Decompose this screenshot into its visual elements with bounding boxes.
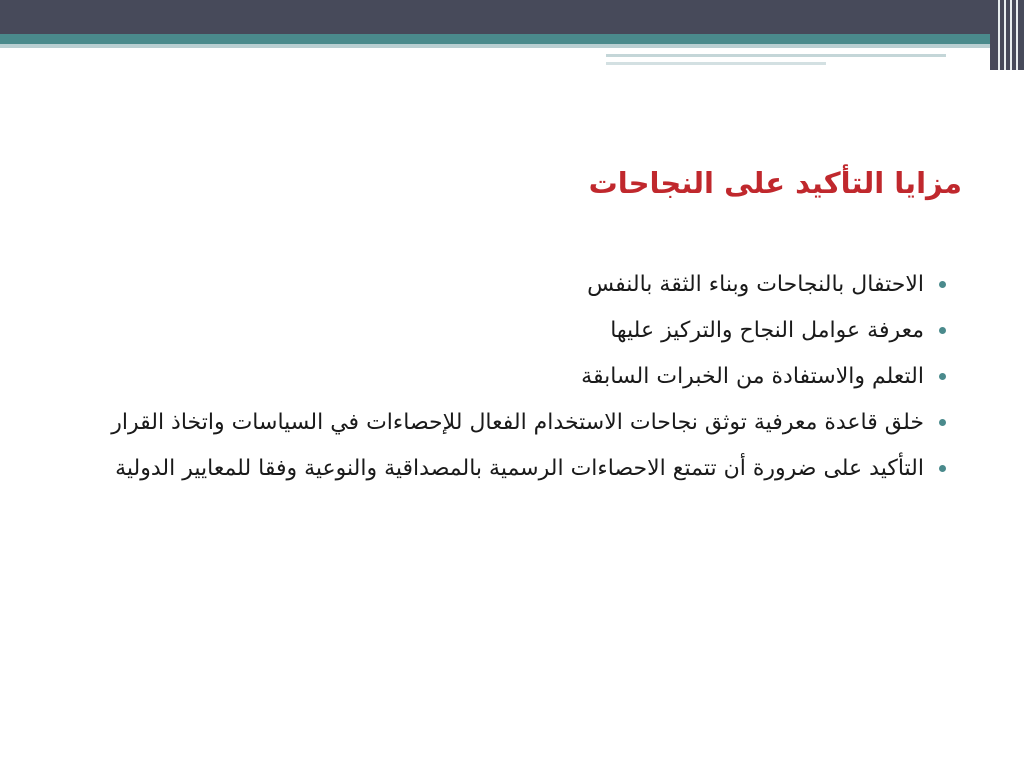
bullet-dot-icon	[939, 465, 946, 472]
bullet-item	[86, 308, 946, 354]
bullet-dot-icon	[939, 419, 946, 426]
header-stripe	[1016, 0, 1018, 70]
header-decoration	[0, 0, 1024, 70]
bullet-list	[86, 262, 946, 492]
bullet-item	[86, 446, 946, 492]
bullet-dot-icon	[939, 373, 946, 380]
header-light-line	[0, 44, 990, 48]
slide-title: مزايا التأكيد على النجاحات	[588, 166, 962, 200]
bullet-dot-icon	[939, 327, 946, 334]
header-dark-bar	[0, 0, 1024, 34]
header-light-line-short	[606, 54, 946, 57]
bullet-text: التعلم والاستفادة من الخبرات السابقة	[581, 364, 924, 389]
bullet-item	[86, 262, 946, 308]
header-teal-bar	[0, 34, 1024, 44]
bullet-text: خلق قاعدة معرفية توثق نجاحات الاستخدام الفعال للإحصاءات في السياسات واتخاذ القرار	[111, 410, 924, 435]
bullet-item	[86, 400, 946, 446]
bullet-text: التأكيد على ضرورة أن تتمتع الاحصاءات الرسمية بالمصداقية والنوعية وفقا للمعايير الدولية	[115, 456, 924, 481]
header-stripe	[998, 0, 1000, 70]
bullet-text: الاحتفال بالنجاحات وبناء الثقة بالنفس	[587, 272, 924, 297]
bullet-dot-icon	[939, 281, 946, 288]
header-stripe	[1010, 0, 1012, 70]
header-light-line-shorter	[606, 62, 826, 65]
header-stripe	[1004, 0, 1006, 70]
bullet-text: معرفة عوامل النجاح والتركيز عليها	[610, 318, 924, 343]
bullet-item	[86, 354, 946, 400]
header-vertical-stripes	[990, 0, 1024, 70]
